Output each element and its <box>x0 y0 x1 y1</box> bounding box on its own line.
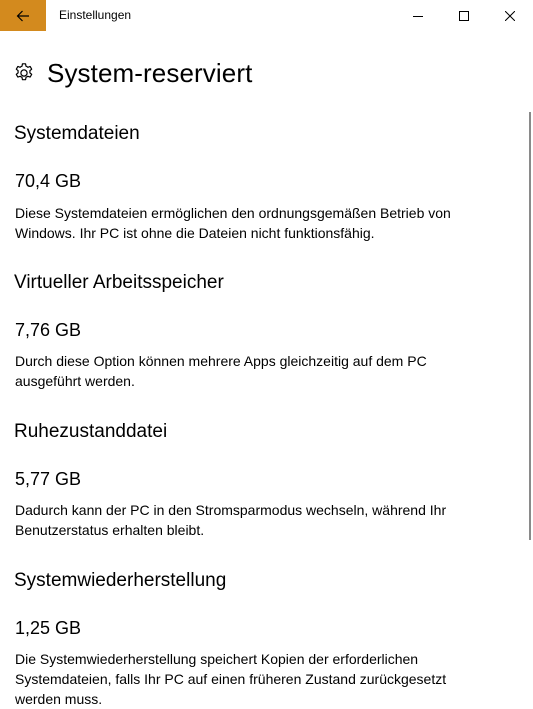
page-title: System-reserviert <box>47 57 253 88</box>
section-title: Systemwiederherstellung <box>14 570 227 591</box>
section-virtueller-arbeitsspeicher <box>14 271 484 389</box>
section-description: Diese Systemdateien ermöglichen den ordnungsgemäßen Betrieb von Windows. Ihr PC ist ohne die Dateien nicht funktionsfähig. <box>15 205 451 241</box>
title-bar <box>0 0 533 31</box>
section-ruhezustanddatei <box>14 420 484 538</box>
section-title: Ruhezustanddatei <box>14 421 168 442</box>
gear-icon <box>13 62 35 84</box>
section-title: Virtueller Arbeitsspeicher <box>14 272 224 293</box>
close-button[interactable] <box>487 0 533 31</box>
section-description: Dadurch kann der PC in den Stromsparmodus wechseln, während Ihr Benutzerstatus erhalten bleibt. <box>15 502 447 538</box>
section-size: 5,77 GB <box>15 469 82 489</box>
back-button[interactable] <box>0 0 46 31</box>
section-size: 7,76 GB <box>15 320 82 340</box>
scrollbar[interactable] <box>529 112 531 540</box>
minimize-button[interactable] <box>395 0 441 31</box>
section-systemdateien <box>14 122 484 241</box>
maximize-button[interactable] <box>441 0 487 31</box>
section-description: Durch diese Option können mehrere Apps gleichzeitig auf dem PC ausgeführt werden. <box>15 353 427 389</box>
section-systemwiederherstellung <box>14 569 484 707</box>
arrow-left-icon <box>16 10 30 22</box>
section-description: Die Systemwiederherstellung speichert Kopien der erforderlichen Systemdateien, falls Ihr PC auf einen früheren Zustand zurückgesetzt werden muss. <box>15 651 447 707</box>
maximize-icon <box>459 11 469 21</box>
section-size: 70,4 GB <box>15 171 82 191</box>
window-title: Einstellungen <box>59 8 132 22</box>
minimize-icon <box>413 11 423 21</box>
section-title: Systemdateien <box>14 123 140 144</box>
page-header <box>13 56 252 90</box>
section-size: 1,25 GB <box>15 618 82 638</box>
close-icon <box>505 11 515 21</box>
